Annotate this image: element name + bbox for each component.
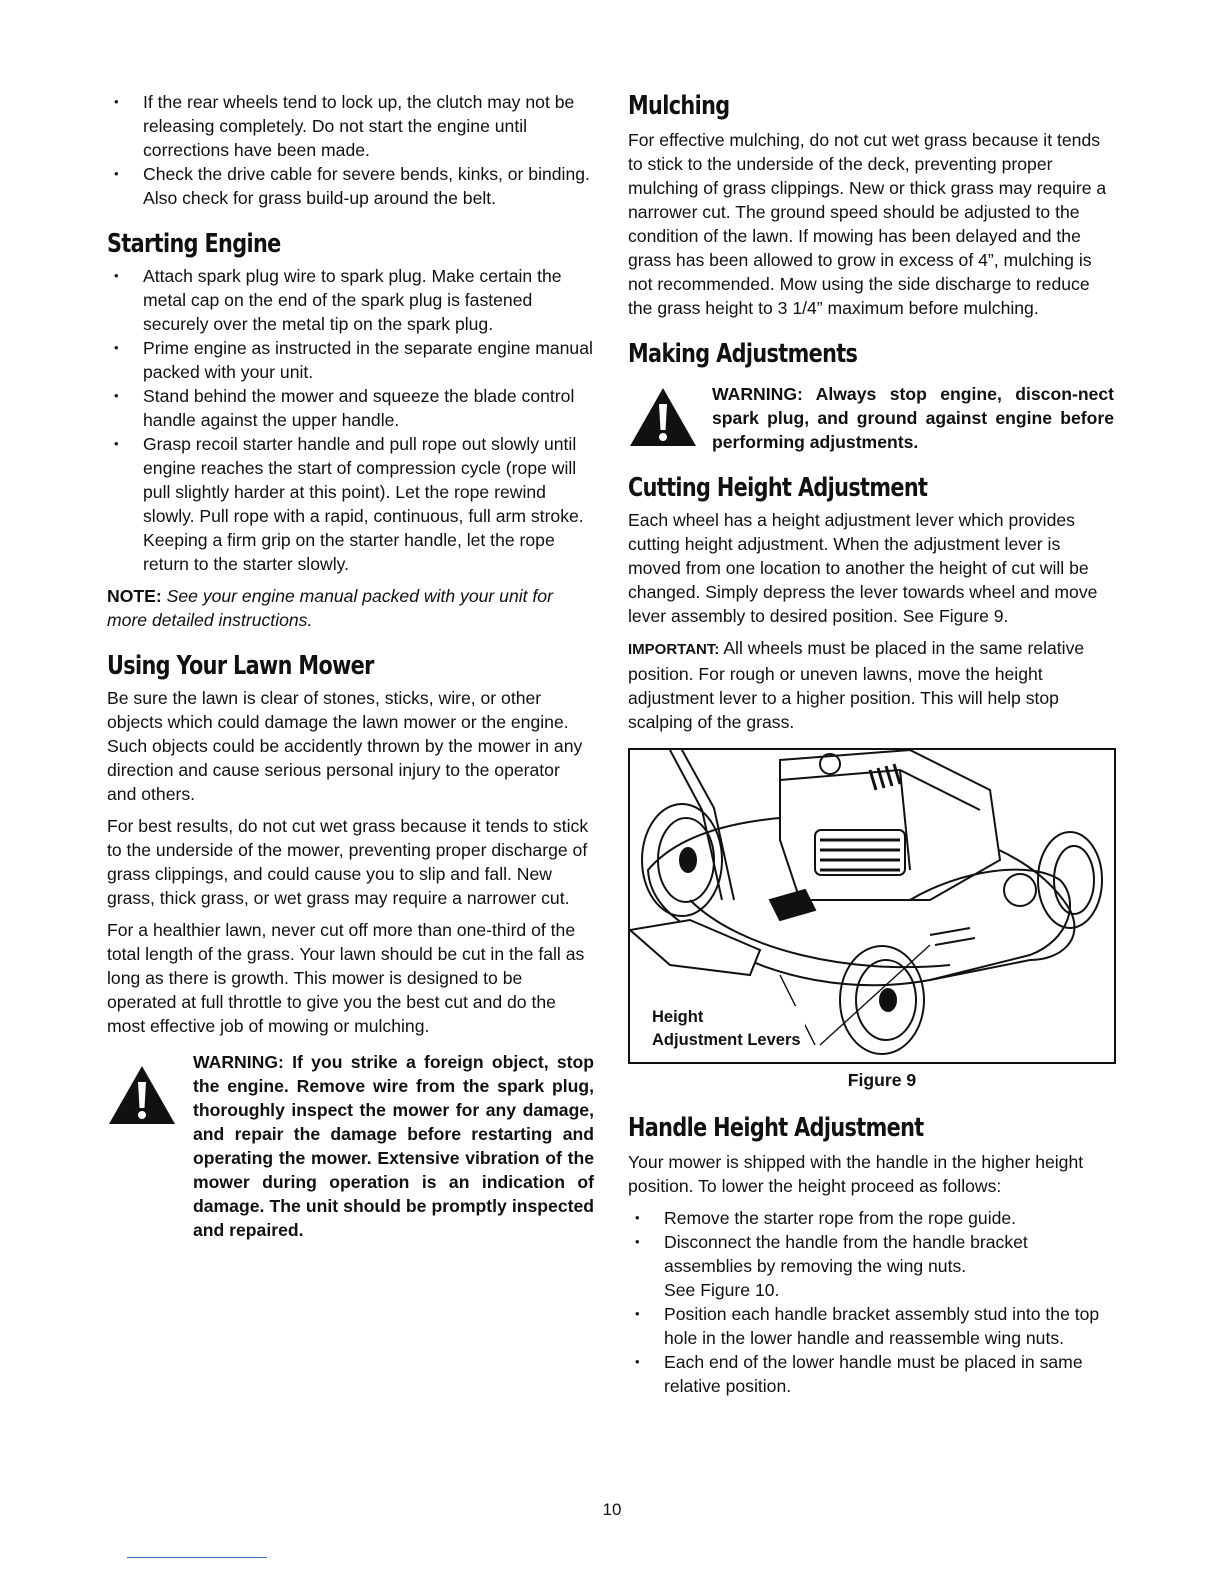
list-item [628,1230,1116,1302]
note-paragraph [107,584,594,632]
list-item: • Check the drive cable for severe bends, kinks, or binding. Also check for grass build-up around the belt. [107,162,594,210]
handle-height-list [628,1206,1116,1398]
warning-text: WARNING: If you strike a foreign object, stop the engine. Remove wire from the spark plug, thoroughly inspect the mower for any damage, and repair the damage before restarting and operating the mower. Extensive vibration of the mower during operation is an indication of damage. The unit should be promptly inspected and repaired. [193,1052,594,1240]
cutting-height-paragraph: Each wheel has a height adjustment lever which provides cutting height adjustment. When the adjustment lever is moved from one location to another the height of cut will be changed. Simply depress the lever towards wheel and move lever assembly to desired position. See Figure 9. [628,510,1098,626]
intro-bullet-list [107,90,594,210]
starting-engine-list [107,264,594,576]
handle-height-heading: Handle Height Adjustment [628,1113,924,1143]
right-column [628,90,1116,1398]
using-mower-paragraph-1: Be sure the lawn is clear of stones, sticks, wire, or other objects which could damage the lawn mower or the engine. Such objects could be accidently thrown by the mower in any direction and cause serious personal injury to the operator and others. [107,688,583,804]
using-mower-heading: Using Your Lawn Mower [107,651,374,681]
figure-label [652,1006,805,1052]
using-mower-paragraph-3: For a healthier lawn, never cut off more than one-third of the total length of the grass. Your lawn should be cut in the fall as long as there is growth. This mower is designed to be operated at full throttle to give you the best cut and do the most effective job of mowing or mulching. [107,920,585,1036]
list-item: • Remove the starter rope from the rope guide. [628,1206,1116,1230]
list-item: • Attach spark plug wire to spark plug. Make certain the metal cap on the end of the spark plug is fastened securely over the metal tip on the spark plug. [107,264,594,336]
adjustments-warning [628,382,1116,454]
list-item: • If the rear wheels tend to lock up, the clutch may not be releasing completely. Do not start the engine until corrections have been made. [107,90,594,162]
list-item: • Stand behind the mower and squeeze the blade control handle against the upper handle. [107,384,594,432]
important-label: IMPORTANT: [628,641,720,658]
using-mower-paragraph-2: For best results, do not cut wet grass because it tends to stick to the underside of the mower, preventing proper discharge of grass clippings, and could cause you to slip and fall. New grass, thick grass, or wet grass may require a narrower cut. [107,816,589,908]
list-item: • Grasp recoil starter handle and pull rope out slowly until engine reaches the start of compression cycle (rope will pull slightly harder at this point). Let the rope rewind slowly. Pull rope with a rapid, continuous, full arm stroke. Keeping a firm grip on the starter handle, let the rope return to the starter slowly. [107,432,594,576]
list-item: • Each end of the lower handle must be placed in same relative position. [628,1350,1116,1398]
handle-height-paragraph: Your mower is shipped with the handle in the higher height position. To lower the height proceed as follows: [628,1152,1084,1196]
cutting-height-heading: Cutting Height Adjustment [628,473,928,503]
starting-engine-heading: Starting Engine [107,229,281,259]
important-text: All wheels must be placed in the same relative position. For rough or uneven lawns, move the height adjustment lever to a higher position. This will help stop scalping of the grass. [628,638,1085,732]
mulching-heading: Mulching [628,91,730,121]
list-item: • Prime engine as instructed in the separate engine manual packed with your unit. [107,336,594,384]
left-column [107,90,594,1242]
link-underline [127,1557,267,1558]
figure-9-box [628,748,1116,1064]
warning-triangle-icon [628,382,712,454]
list-item: • Position each handle bracket assembly stud into the top hole in the lower handle and reassemble wing nuts. [628,1302,1116,1350]
figure-caption: Figure 9 [847,1070,917,1090]
foreign-object-warning [107,1050,594,1242]
figure-reference: See Figure 10. [664,1280,780,1300]
list-item-text: Disconnect the handle from the handle bracket assemblies by removing the wing nuts. [664,1232,1028,1276]
note-text: See your engine manual packed with your unit for more detailed instructions. [107,586,553,630]
important-paragraph [628,636,1116,734]
note-label: NOTE: [107,586,162,606]
figure-label-line-2: Adjustment Levers [652,1031,801,1049]
making-adjustments-heading: Making Adjustments [628,339,858,369]
warning-triangle-icon [107,1050,193,1132]
page-number: 10 [602,1500,622,1519]
figure-label-line-1: Height [652,1008,704,1026]
warning-text: WARNING: Always stop engine, discon-nect spark plug, and ground against engine before performing adjustments. [712,384,1114,452]
mulching-paragraph: For effective mulching, do not cut wet grass because it tends to stick to the underside of the deck, preventing proper mulching of grass clippings. New or thick grass may require a narrower cut. The ground speed should be adjusted to the condition of the lawn. If mowing has been delayed and the grass has been allowed to grow in excess of 4”, mulching is not recommended. Mow using the side discharge to reduce the grass height to 3 1/4” maximum before mulching. [628,130,1107,318]
